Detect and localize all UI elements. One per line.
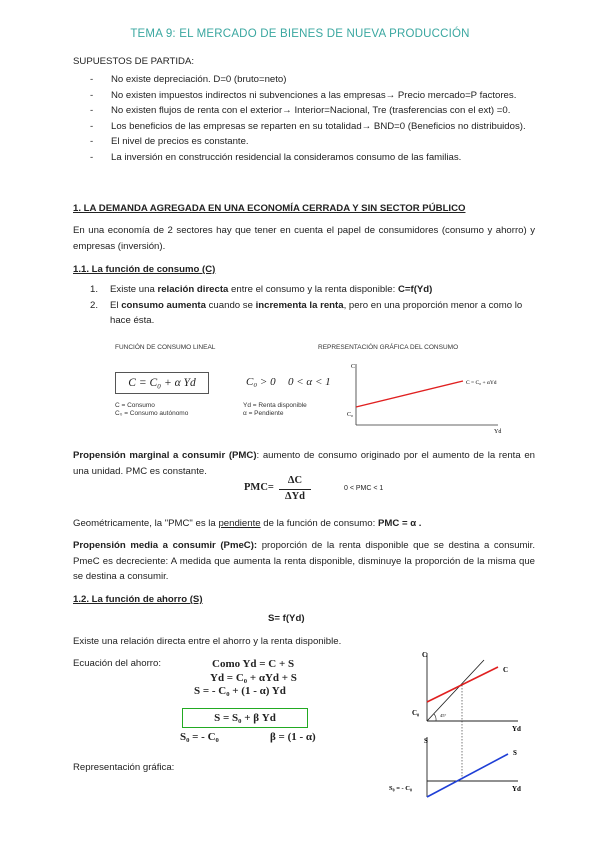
assumptions-list xyxy=(73,72,535,165)
consumption-item-2: 2. El consumo aumenta cuando se incrementa la renta, pero en una proporción menor a como lo hace ésta. xyxy=(90,299,523,326)
savings-graph xyxy=(380,645,540,805)
top-intercept-label: C₀ xyxy=(412,709,420,717)
angle-arc xyxy=(434,714,436,721)
bullet-dash: - xyxy=(90,74,94,85)
section-1-intro: En una economía de 2 sectores hay que tener en cuenta el papel de consumidores (consumo y ahorro) y empresas (inversión). xyxy=(73,225,535,252)
assumption-text: No existen impuestos indirectos ni subvenciones a las empresas→ Precio mercado=P factores. xyxy=(111,89,517,101)
pmc-formula-lhs: PMC= xyxy=(244,482,274,493)
section-1-1-heading: 1.1. La función de consumo (C) xyxy=(73,264,216,275)
angle-label: 45° xyxy=(440,713,447,718)
assumption-item xyxy=(73,150,535,166)
consumption-list xyxy=(73,282,535,329)
top-x-label: Yd xyxy=(512,725,521,733)
assumption-item xyxy=(73,72,535,88)
bullet-dash: - xyxy=(90,105,94,116)
pmec-definition: Propensión media a consumir (PmeC): proporción de la renta disponible que se destina a consumir. PmeC es decreciente: A medida que aumenta la renta disponible, disminuye la proporción de la misma que se destina a consumir. xyxy=(73,540,535,582)
figure-left-title: FUNCIÓN DE CONSUMO LINEAL xyxy=(115,344,216,351)
assumption-item xyxy=(73,134,535,150)
45-degree-line xyxy=(427,660,484,721)
bottom-intercept-label: S₀ = - C₀ xyxy=(389,785,412,792)
savings-eq-beta: β = (1 - α) xyxy=(270,731,316,743)
bottom-line-label: S xyxy=(513,749,517,757)
savings-eq-3: S = - C₀ + (1 - α) Yd xyxy=(194,685,286,697)
assumption-text: Los beneficios de las empresas se reparten en su totalidad→ BND=0 (Beneficios no distribuidos). xyxy=(111,120,526,132)
consumption-line xyxy=(356,381,463,407)
assumption-item xyxy=(73,88,535,104)
graph-label: Representación gráfica: xyxy=(73,762,175,773)
assumption-text: No existe depreciación. D=0 (bruto=neto) xyxy=(111,74,287,85)
bullet-dash: - xyxy=(90,89,94,101)
bullet-dash: - xyxy=(90,136,94,147)
assumption-item xyxy=(73,119,535,135)
savings-text: Existe una relación directa entre el ahorro y la renta disponible. xyxy=(73,636,342,647)
legend-yd: Yd = Renta disponible xyxy=(243,402,307,409)
pmc-fraction-bar xyxy=(279,489,311,490)
top-line-label: C xyxy=(503,666,509,674)
bottom-x-label: Yd xyxy=(512,785,521,793)
consumption-graph-intercept: C₀ xyxy=(347,412,354,418)
consumption-graph-x-label: Yd xyxy=(494,429,502,435)
legend-c0: C₀ = Consumo autónomo xyxy=(115,410,189,417)
savings-equation-label: Ecuación del ahorro: xyxy=(73,658,161,669)
bullet-dash: - xyxy=(90,120,94,132)
consumption-graph xyxy=(318,352,538,442)
savings-eq-1: Como Yd = C + S xyxy=(212,658,295,670)
pmc-denominator: ΔYd xyxy=(284,491,305,502)
legend-alpha: α = Pendiente xyxy=(243,410,284,417)
section-1-2-heading: 1.2. La función de ahorro (S) xyxy=(73,594,203,605)
savings-eq-2: Yd = C₀ + αYd + S xyxy=(210,672,297,684)
consumption-equation-box: C = C₀ + α Yd xyxy=(115,372,209,394)
savings-eq-s0: S₀ = - C₀ xyxy=(180,731,219,743)
consumption-line-top xyxy=(427,667,498,702)
savings-eq-box: S = S₀ + β Yd xyxy=(182,708,308,728)
savings-function: S= f(Yd) xyxy=(268,613,305,624)
bottom-y-label: S xyxy=(424,737,428,745)
assumption-item xyxy=(73,103,535,119)
consumption-item-1: 1. Existe una relación directa entre el consumo y la renta disponible: C=f(Yd) xyxy=(90,284,433,295)
section-1-heading: 1. LA DEMANDA AGREGADA EN UNA ECONOMÍA CERRADA Y SIN SECTOR PÚBLICO xyxy=(73,203,466,214)
assumptions-heading: SUPUESTOS DE PARTIDA: xyxy=(73,56,195,67)
top-y-label: C xyxy=(422,651,428,659)
page-title: TEMA 9: EL MERCADO DE BIENES DE NUEVA PRODUCCIÓN xyxy=(130,28,470,40)
figure-right-title: REPRESENTACIÓN GRÁFICA DEL CONSUMO xyxy=(318,344,459,351)
assumption-text: El nivel de precios es constante. xyxy=(111,136,249,147)
pmc-definition: Propensión marginal a consumir (PMC): aumento de consumo originado por el aumento de la renta en una unidad. PMC es constante. xyxy=(73,450,535,477)
condition-c0: C₀ > 0 xyxy=(246,376,276,388)
consumption-line-label: C = C₀ + αYd xyxy=(466,380,497,386)
assumption-text: No existen flujos de renta con el exterior→ Interior=Nacional, Tre (trasferencias con el ext) =0. xyxy=(111,105,511,116)
consumption-graph-y-label: C xyxy=(351,364,356,370)
pmc-geometric: Geométricamente, la "PMC" es la pendiente de la función de consumo: PMC = α . xyxy=(73,518,422,529)
legend-c: C = Consumo xyxy=(115,402,155,409)
pmc-range: 0 < PMC < 1 xyxy=(344,485,384,492)
savings-line xyxy=(427,754,508,797)
assumption-text: La inversión en construcción residencial la consideramos consumo de las familias. xyxy=(111,151,462,163)
bullet-dash: - xyxy=(90,151,94,163)
condition-alpha: 0 < α < 1 xyxy=(288,376,331,388)
pmc-numerator: ΔC xyxy=(287,475,303,486)
